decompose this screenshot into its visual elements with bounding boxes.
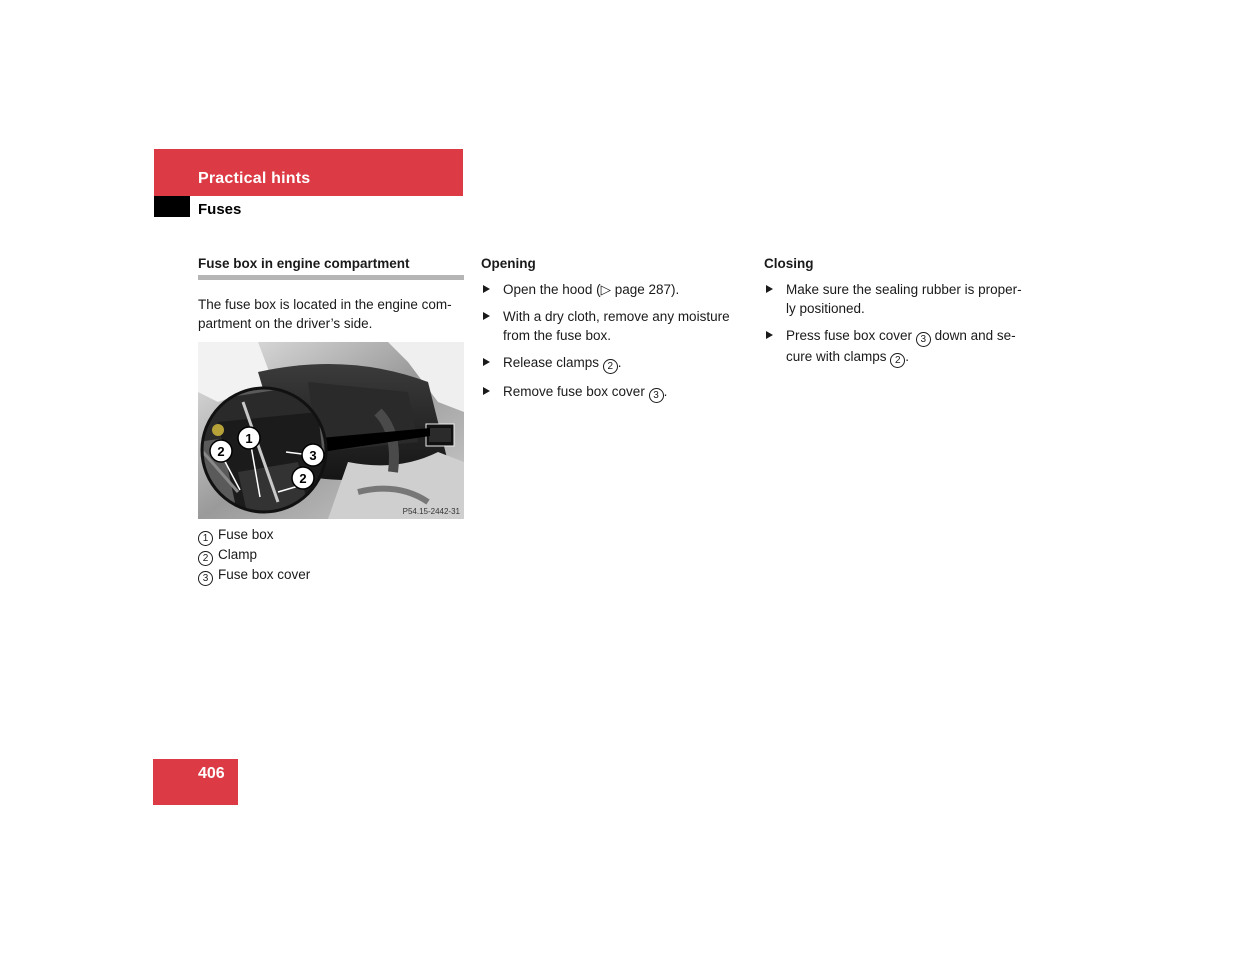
svg-text:3: 3 (309, 448, 317, 463)
engine-compartment-photo (198, 342, 464, 519)
page-number-box (153, 759, 238, 805)
legend-item: 1 Fuse box (198, 526, 464, 546)
callout-1 (238, 427, 260, 449)
svg-text:1: 1 (245, 431, 253, 446)
callout-2-left (210, 440, 232, 462)
legend-number: 2 (198, 551, 213, 566)
opening-step-3: Release clamps 2 . (481, 353, 746, 374)
callout-3 (302, 444, 324, 466)
callout-2-right (292, 467, 314, 489)
closing-steps (764, 280, 1032, 368)
ref-number: 3 (916, 332, 931, 347)
ref-number: 2 (603, 359, 618, 374)
fuse-box-heading: Fuse box in engine compartment (198, 256, 410, 271)
ref-number: 2 (890, 353, 905, 368)
bullet-arrow-icon (766, 331, 773, 339)
figure-legend (198, 526, 464, 586)
svg-text:2: 2 (217, 444, 225, 459)
legend-item: 2 Clamp (198, 546, 464, 566)
ref-number: 3 (649, 388, 664, 403)
subsection-marker (154, 196, 190, 217)
legend-number: 3 (198, 571, 213, 586)
engine-compartment-illustration (198, 342, 464, 519)
subsection-title: Fuses (198, 201, 242, 218)
bullet-arrow-icon (483, 358, 490, 366)
heading-rule (198, 275, 464, 280)
opening-step-4: Remove fuse box cover 3 . (481, 382, 746, 403)
opening-steps (481, 280, 746, 403)
closing-step-1: Make sure the sealing rubber is proper- ly positioned. (764, 280, 1032, 318)
bullet-arrow-icon (766, 285, 773, 293)
closing-step-2: Press fuse box cover 3 down and se- cure with clamps 2 . (764, 326, 1032, 368)
legend-item: 3 Fuse box cover (198, 566, 464, 586)
opening-step-1: Open the hood (▷ page 287). (481, 280, 746, 299)
bullet-arrow-icon (483, 285, 490, 293)
column-closing (764, 254, 1032, 376)
svg-text:2: 2 (299, 471, 307, 486)
figure-code: P54.15-2442-31 (402, 507, 460, 516)
page-number: 406 (198, 765, 225, 782)
section-title: Practical hints (198, 170, 311, 187)
opening-heading: Opening (481, 256, 536, 271)
legend-number: 1 (198, 531, 213, 546)
bullet-arrow-icon (483, 312, 490, 320)
fuse-box-description: The fuse box is located in the engine com- partment on the driver’s side. (198, 297, 452, 331)
opening-step-2: With a dry cloth, remove any moisture from the fuse box. (481, 307, 746, 345)
bullet-arrow-icon (483, 387, 490, 395)
closing-heading: Closing (764, 256, 814, 271)
column-opening (481, 254, 746, 411)
column-fuse-box (198, 254, 464, 586)
